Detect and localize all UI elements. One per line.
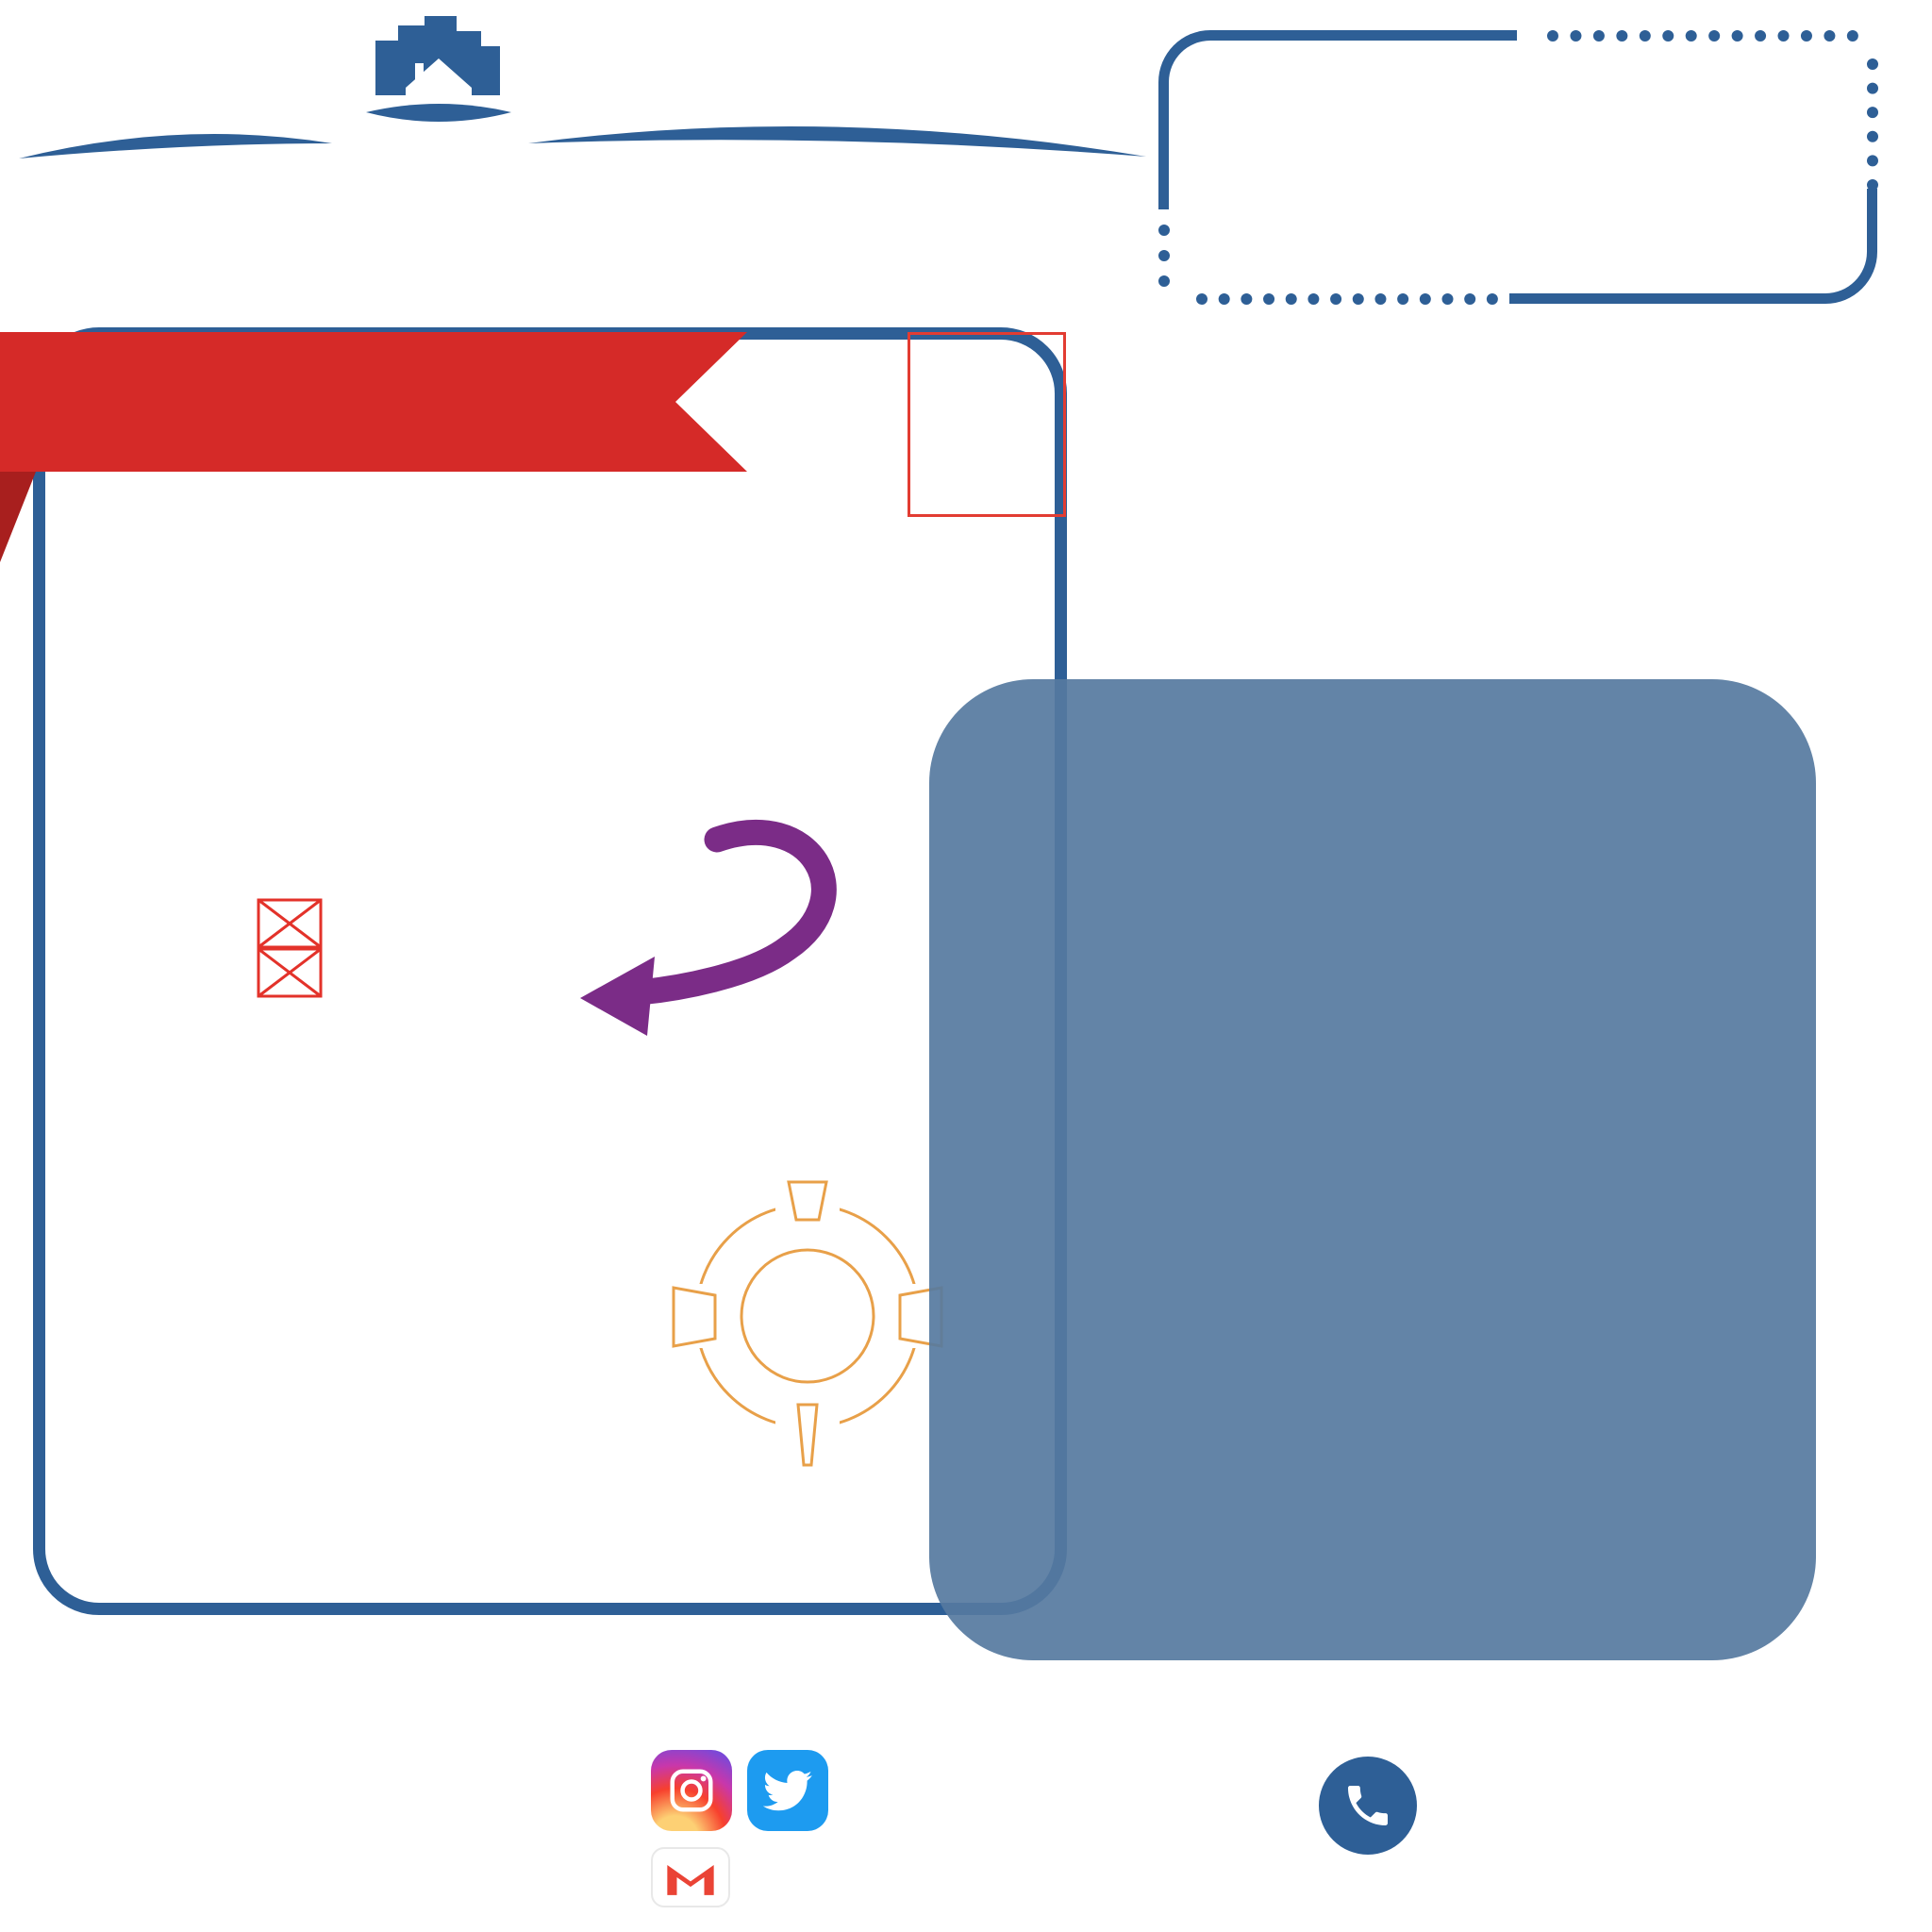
roundabout-icon xyxy=(657,1165,958,1467)
blocked-plots-x-icon xyxy=(255,896,325,1002)
twitter-icon[interactable] xyxy=(747,1750,828,1831)
school-parcel-outline xyxy=(908,332,1066,517)
district-title xyxy=(1150,6,1886,328)
plot-pointer-arrow xyxy=(528,783,934,1047)
details-panel xyxy=(929,679,1816,1660)
phone-icon[interactable] xyxy=(1319,1757,1417,1855)
promo-ribbon xyxy=(0,332,747,472)
email-icon[interactable] xyxy=(651,1847,730,1907)
wbr-logo xyxy=(358,5,519,146)
price-row xyxy=(1094,1470,1128,1494)
instagram-icon[interactable] xyxy=(651,1750,732,1831)
